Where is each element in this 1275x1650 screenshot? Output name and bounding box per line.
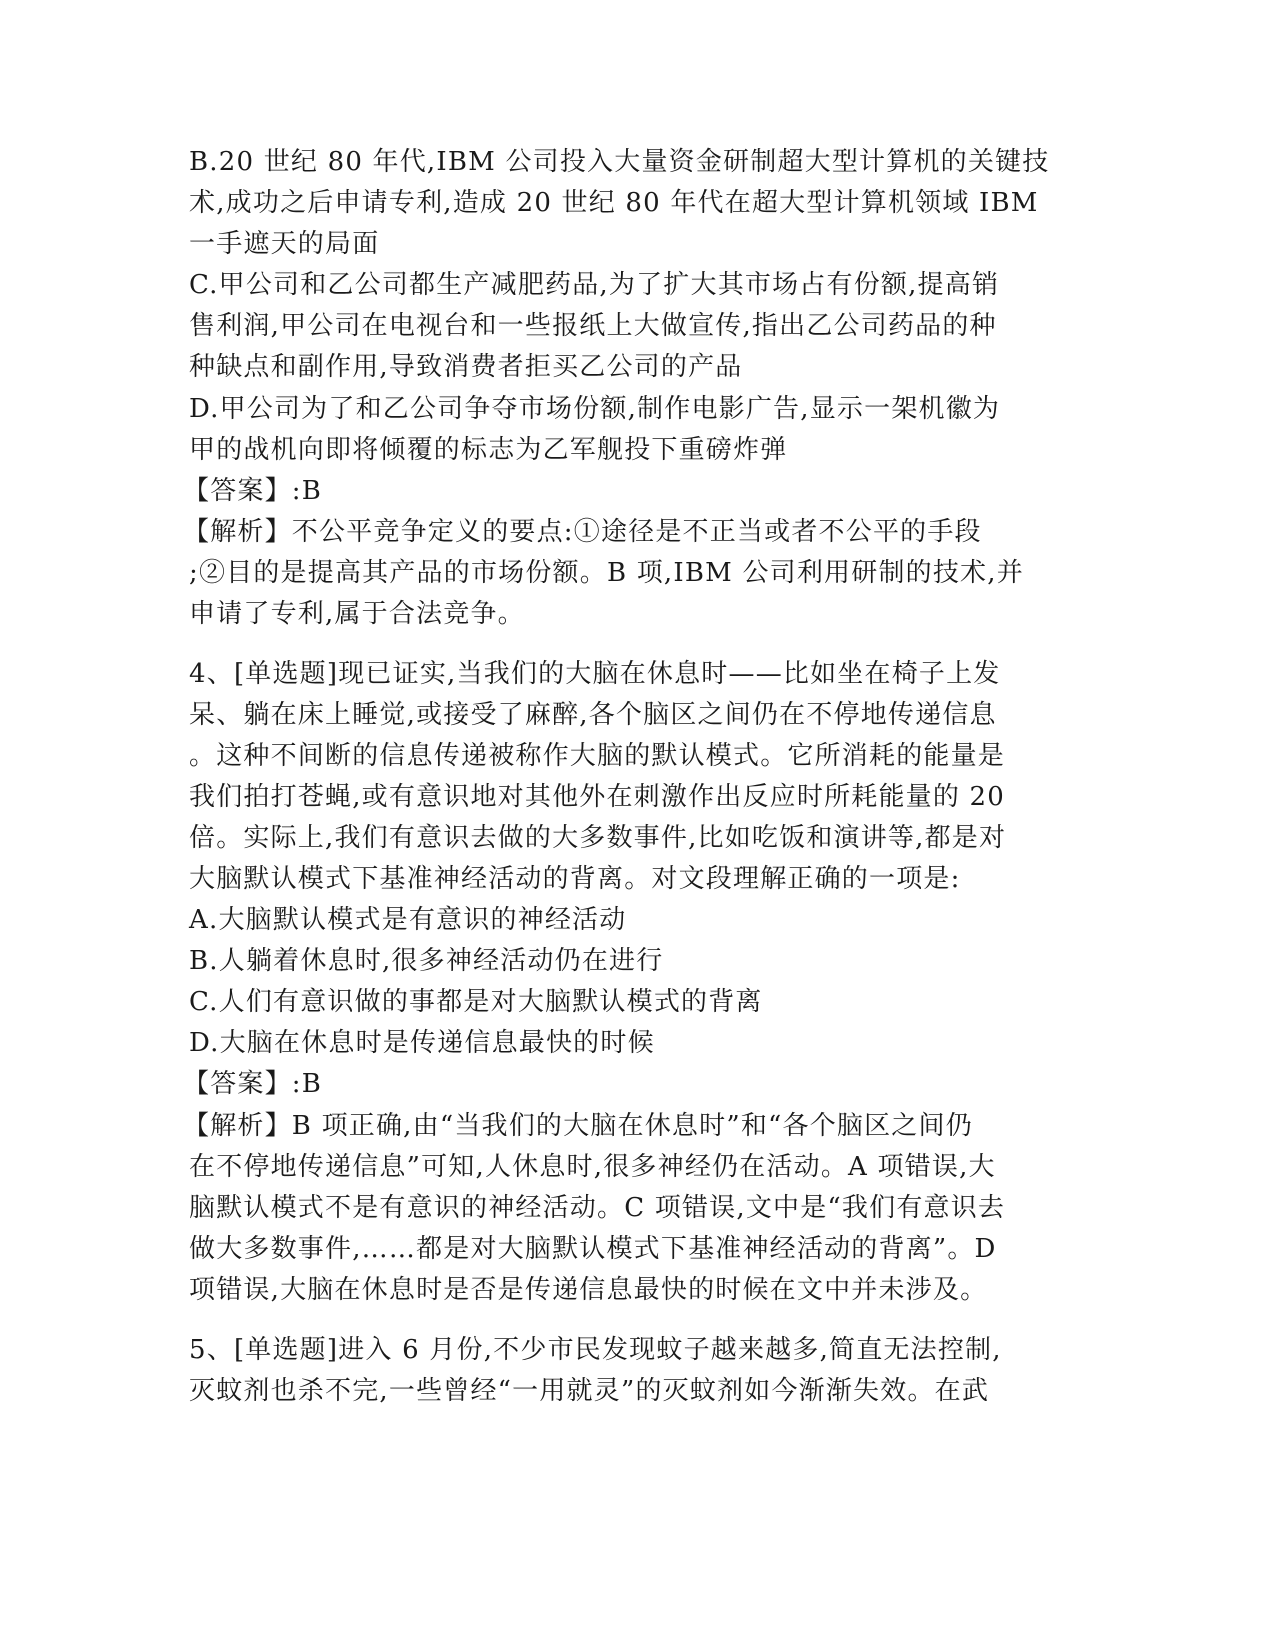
q5-stem-line-1: 5、[单选题]进入 6 月份,不少市民发现蚊子越来越多,简直无法控制, [189,1335,1002,1365]
q4-option-a: A.大脑默认模式是有意识的神经活动 [189,905,627,935]
q3-option-b-line-3: 一手遮天的局面 [189,229,380,259]
q4-stem-line-6: 大脑默认模式下基准神经活动的背离。对文段理解正确的一项是: [189,864,961,894]
q4-stem-line-5: 倍。实际上,我们有意识去做的大多数事件,比如吃饭和演讲等,都是对 [189,823,1007,853]
q4-stem-line-2: 呆、躺在床上睡觉,或接受了麻醉,各个脑区之间仍在不停地传递信息 [189,700,997,730]
q3-option-c-line-3: 种缺点和副作用,导致消费者拒买乙公司的产品 [189,352,743,382]
q5-stem-line-2: 灭蚊剂也杀不完,一些曾经“一用就灵”的灭蚊剂如今渐渐失效。在武 [189,1376,990,1406]
q4-analysis-line-4: 做大多数事件,……都是对大脑默认模式下基准神经活动的背离”。D [189,1234,997,1264]
q3-analysis-line-1: 【解析】不公平竞争定义的要点:①途径是不正当或者不公平的手段 [183,517,982,547]
q3-option-b-line-1: B.20 世纪 80 年代,IBM 公司投入大量资金研制超大型计算机的关键技 [189,147,1050,177]
q3-option-d-line-2: 甲的战机向即将倾覆的标志为乙军舰投下重磅炸弹 [189,435,788,465]
q4-answer: 【答案】:B [183,1069,323,1099]
q4-stem-line-4: 我们拍打苍蝇,或有意识地对其他外在刺激作出反应时所耗能量的 20 [189,782,1006,812]
q4-option-d: D.大脑在休息时是传递信息最快的时候 [189,1028,655,1058]
q4-analysis-line-5: 项错误,大脑在休息时是否是传递信息最快的时候在文中并未涉及。 [189,1275,988,1305]
q3-option-c-line-1: C.甲公司和乙公司都生产减肥药品,为了扩大其市场占有份额,提高销 [189,270,1000,300]
q4-stem-line-1: 4、[单选题]现已证实,当我们的大脑在休息时——比如坐在椅子上发 [189,659,1001,689]
q4-analysis-line-1: 【解析】B 项正确,由“当我们的大脑在休息时”和“各个脑区之间仍 [183,1111,973,1141]
q3-analysis-line-3: 申请了专利,属于合法竞争。 [189,599,525,629]
q3-option-b-line-2: 术,成功之后申请专利,造成 20 世纪 80 年代在超大型计算机领域 IBM [189,188,1039,218]
q4-option-c: C.人们有意识做的事都是对大脑默认模式的背离 [189,987,763,1017]
q4-stem-line-3: 。这种不间断的信息传递被称作大脑的默认模式。它所消耗的能量是 [189,741,1006,771]
q3-option-c-line-2: 售利润,甲公司在电视台和一些报纸上大做宣传,指出乙公司药品的种 [189,311,997,341]
q3-answer: 【答案】:B [183,476,323,506]
q4-analysis-line-3: 脑默认模式不是有意识的神经活动。C 项错误,文中是“我们有意识去 [189,1193,1006,1223]
q3-analysis-line-2: ;②目的是提高其产品的市场份额。B 项,IBM 公司利用研制的技术,并 [189,558,1024,588]
q4-analysis-line-2: 在不停地传递信息”可知,人休息时,很多神经仍在活动。A 项错误,大 [189,1152,996,1182]
q4-option-b: B.人躺着休息时,很多神经活动仍在进行 [189,946,664,976]
q3-option-d-line-1: D.甲公司为了和乙公司争夺市场份额,制作电影广告,显示一架机徽为 [189,394,1001,424]
